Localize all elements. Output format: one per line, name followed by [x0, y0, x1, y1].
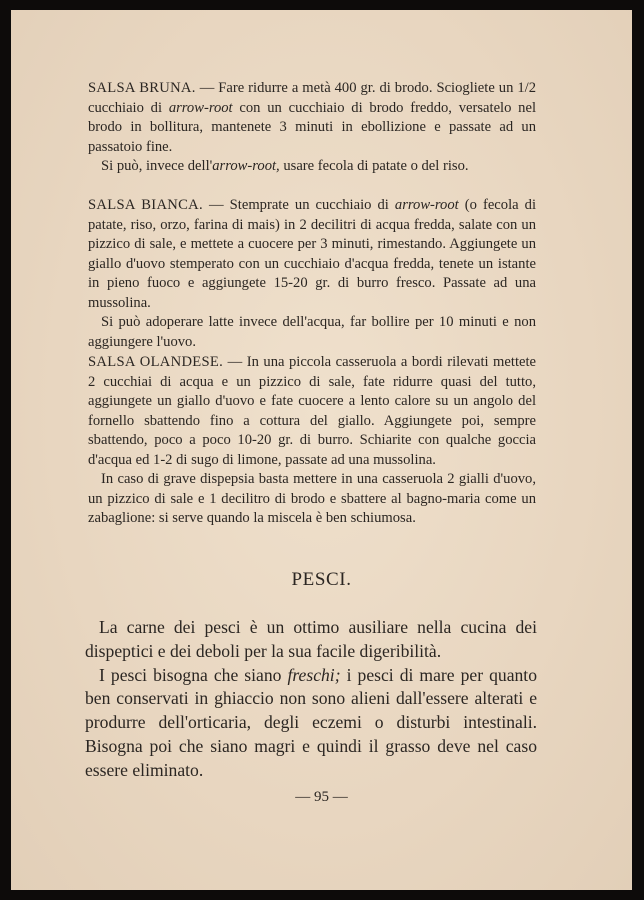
- section-title: SALSA OLANDESE.: [88, 354, 224, 370]
- section-salsa-bianca: [88, 196, 536, 352]
- section-salsa-bruna: [88, 79, 536, 177]
- section-salsa-olandese: [88, 353, 536, 529]
- paragraph: Si può, invece dell'arrow-root, usare fecola di patate o del riso.: [101, 158, 469, 174]
- paragraph: SALSA OLANDESE. — In una piccola casseruola a bordi rilevati mettete 2 cucchiai di acqua e un pizzico di sale, fate ridurre quasi del tutto, aggiungete un giallo d'uovo e fate cuocere a lento calore su un angolo del fornello sbattendo fino a cottura del giallo. Aggiungete poi, sempre sbattendo, poco a poco 10-20 gr. di burro. Schiarite con qualche goccia d'acqua ed 1-2 di sugo di limone, passate ad una mussolina.: [88, 354, 537, 468]
- paragraph: SALSA BRUNA. — Fare ridurre a metà 400 gr. di brodo. Sciogliete un 1/2 cucchiaio di arrow-root con un cucchiaio di brodo freddo, versatelo nel brodo in bollitura, mantenete 3 minuti in ebollizione e passate ad un passatoio fine.: [88, 80, 537, 155]
- paragraph: In caso di grave dispepsia basta mettere in una casseruola 2 gialli d'uovo, un pizzico di sale e 1 decilitro di brodo e sbattere al bagno-maria come un zabaglione: si serve quando la miscela è ben schiumosa.: [88, 471, 536, 526]
- paragraph: La carne dei pesci è un ottimo ausiliare nella cucina dei dispeptici e dei deboli per la sua facile digeribilità.: [85, 617, 537, 661]
- chapter-heading: PESCI.: [291, 569, 352, 590]
- section-title: SALSA BIANCA.: [88, 197, 203, 213]
- section-title: SALSA BRUNA.: [88, 80, 196, 96]
- paragraph: SALSA BIANCA. — Stemprate un cucchiaio di arrow-root (o fecola di patate, riso, orzo, farina di mais) in 2 decilitri di acqua fredda, salate con un pizzico di sale, e mettete a cuocere per 3 minuti, rimestando. Aggiungete un giallo d'uovo stemperato con un cucchiaio d'acqua fredda, tenete un istante in pieno fuoco e aggiungete 15-20 gr. di burro fresco. Passate ad una mussolina.: [88, 197, 537, 311]
- chapter-body: [85, 616, 537, 783]
- book-page: [11, 10, 632, 890]
- paragraph: I pesci bisogna che siano freschi; i pesci di mare per quanto ben conservati in ghiaccio non sono alieni dall'essere alterati e produrre dell'orticaria, degli eczemi o disturbi intestinali. Bisogna poi che siano magri e quindi il grasso deve nel caso essere eliminato.: [85, 664, 537, 780]
- page-number: — 95 —: [295, 789, 348, 805]
- paragraph: Si può adoperare latte invece dell'acqua, far bollire per 10 minuti e non aggiungere l'uovo.: [88, 314, 536, 350]
